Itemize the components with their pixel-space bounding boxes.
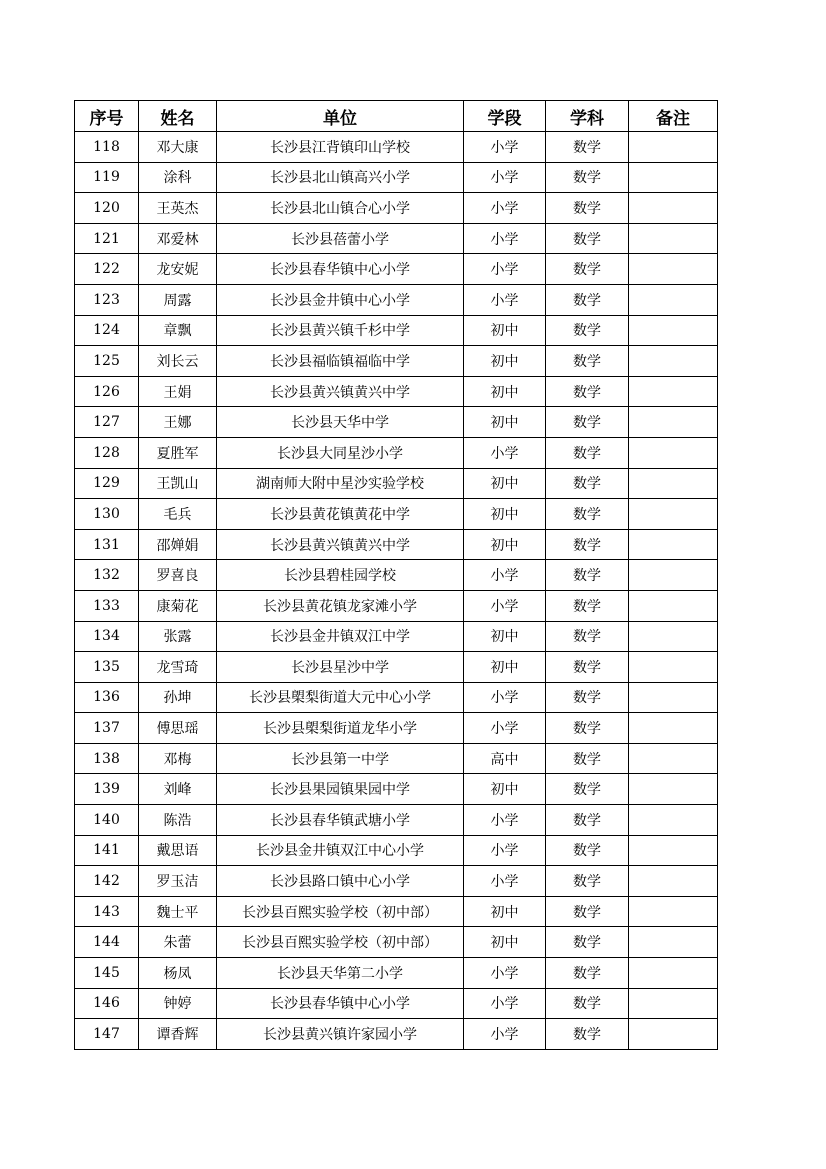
table-row	[75, 437, 718, 468]
cell-remarks	[629, 499, 718, 530]
cell-unit: 长沙县金井镇双江中心小学	[217, 835, 464, 866]
cell-index: 133	[75, 590, 139, 621]
cell-remarks	[629, 835, 718, 866]
header-subject: 学科	[546, 101, 629, 132]
cell-name: 王凯山	[139, 468, 217, 499]
cell-unit: 湖南师大附中星沙实验学校	[217, 468, 464, 499]
cell-remarks	[629, 805, 718, 836]
cell-name: 钟婷	[139, 988, 217, 1019]
table-row	[75, 682, 718, 713]
cell-remarks	[629, 223, 718, 254]
cell-stage: 初中	[464, 529, 546, 560]
cell-unit: 长沙县北山镇高兴小学	[217, 162, 464, 193]
cell-subject: 数学	[546, 284, 629, 315]
cell-stage: 小学	[464, 560, 546, 591]
cell-stage: 小学	[464, 1019, 546, 1050]
header-unit: 单位	[217, 101, 464, 132]
cell-subject: 数学	[546, 835, 629, 866]
cell-index: 132	[75, 560, 139, 591]
cell-remarks	[629, 682, 718, 713]
cell-stage: 初中	[464, 652, 546, 683]
cell-index: 146	[75, 988, 139, 1019]
cell-stage: 初中	[464, 927, 546, 958]
cell-name: 张露	[139, 621, 217, 652]
cell-index: 134	[75, 621, 139, 652]
cell-unit: 长沙县黄花镇黄花中学	[217, 499, 464, 530]
cell-unit: 长沙县江背镇印山学校	[217, 132, 464, 163]
table-row	[75, 590, 718, 621]
table-row	[75, 162, 718, 193]
table-row	[75, 346, 718, 377]
cell-unit: 长沙县金井镇中心小学	[217, 284, 464, 315]
table-row	[75, 254, 718, 285]
table-row	[75, 774, 718, 805]
cell-remarks	[629, 407, 718, 438]
table-row	[75, 988, 718, 1019]
cell-stage: 小学	[464, 132, 546, 163]
cell-subject: 数学	[546, 162, 629, 193]
cell-index: 118	[75, 132, 139, 163]
cell-unit: 长沙县北山镇合心小学	[217, 193, 464, 224]
cell-name: 夏胜军	[139, 437, 217, 468]
cell-remarks	[629, 927, 718, 958]
cell-stage: 小学	[464, 437, 546, 468]
header-name: 姓名	[139, 101, 217, 132]
cell-subject: 数学	[546, 713, 629, 744]
cell-remarks	[629, 713, 718, 744]
cell-index: 147	[75, 1019, 139, 1050]
cell-unit: 长沙县百熙实验学校（初中部）	[217, 896, 464, 927]
table-row	[75, 560, 718, 591]
cell-subject: 数学	[546, 621, 629, 652]
cell-name: 陈浩	[139, 805, 217, 836]
cell-index: 136	[75, 682, 139, 713]
cell-remarks	[629, 1019, 718, 1050]
cell-stage: 小学	[464, 590, 546, 621]
table-row	[75, 315, 718, 346]
cell-remarks	[629, 743, 718, 774]
table-row	[75, 835, 718, 866]
table-row	[75, 407, 718, 438]
cell-subject: 数学	[546, 223, 629, 254]
cell-stage: 高中	[464, 743, 546, 774]
cell-stage: 小学	[464, 193, 546, 224]
cell-stage: 初中	[464, 896, 546, 927]
table-row	[75, 1019, 718, 1050]
table-row	[75, 743, 718, 774]
table-row	[75, 376, 718, 407]
cell-stage: 小学	[464, 254, 546, 285]
cell-name: 刘峰	[139, 774, 217, 805]
cell-index: 145	[75, 958, 139, 989]
cell-subject: 数学	[546, 376, 629, 407]
cell-stage: 小学	[464, 223, 546, 254]
cell-name: 罗玉洁	[139, 866, 217, 897]
cell-stage: 小学	[464, 988, 546, 1019]
cell-index: 121	[75, 223, 139, 254]
cell-unit: 长沙县蓓蕾小学	[217, 223, 464, 254]
cell-stage: 初中	[464, 774, 546, 805]
table-row	[75, 132, 718, 163]
cell-remarks	[629, 193, 718, 224]
cell-remarks	[629, 774, 718, 805]
cell-stage: 小学	[464, 713, 546, 744]
cell-name: 邵婵娟	[139, 529, 217, 560]
cell-unit: 长沙县碧桂园学校	[217, 560, 464, 591]
cell-name: 王英杰	[139, 193, 217, 224]
cell-unit: 长沙县春华镇中心小学	[217, 254, 464, 285]
table-row	[75, 499, 718, 530]
cell-unit: 长沙县福临镇福临中学	[217, 346, 464, 377]
table-row	[75, 468, 718, 499]
cell-remarks	[629, 621, 718, 652]
cell-remarks	[629, 376, 718, 407]
cell-stage: 小学	[464, 284, 546, 315]
cell-subject: 数学	[546, 682, 629, 713]
table-row	[75, 529, 718, 560]
cell-name: 毛兵	[139, 499, 217, 530]
cell-remarks	[629, 988, 718, 1019]
cell-unit: 长沙县大同星沙小学	[217, 437, 464, 468]
cell-name: 邓大康	[139, 132, 217, 163]
cell-subject: 数学	[546, 437, 629, 468]
cell-subject: 数学	[546, 652, 629, 683]
cell-subject: 数学	[546, 529, 629, 560]
cell-index: 141	[75, 835, 139, 866]
cell-name: 邓爱林	[139, 223, 217, 254]
cell-remarks	[629, 652, 718, 683]
cell-index: 126	[75, 376, 139, 407]
header-row	[75, 101, 718, 132]
cell-unit: 长沙县第一中学	[217, 743, 464, 774]
cell-name: 龙雪琦	[139, 652, 217, 683]
cell-name: 傅思瑶	[139, 713, 217, 744]
cell-index: 143	[75, 896, 139, 927]
table-row	[75, 223, 718, 254]
cell-remarks	[629, 254, 718, 285]
cell-name: 戴思语	[139, 835, 217, 866]
cell-index: 129	[75, 468, 139, 499]
cell-stage: 初中	[464, 346, 546, 377]
cell-index: 139	[75, 774, 139, 805]
cell-name: 孙坤	[139, 682, 217, 713]
cell-unit: 长沙县春华镇武塘小学	[217, 805, 464, 836]
cell-unit: 长沙县天华第二小学	[217, 958, 464, 989]
cell-name: 王娟	[139, 376, 217, 407]
cell-index: 144	[75, 927, 139, 958]
cell-unit: 长沙县天华中学	[217, 407, 464, 438]
cell-stage: 初中	[464, 407, 546, 438]
cell-index: 120	[75, 193, 139, 224]
table-row	[75, 621, 718, 652]
cell-stage: 初中	[464, 621, 546, 652]
cell-unit: 长沙县黄兴镇黄兴中学	[217, 376, 464, 407]
cell-index: 124	[75, 315, 139, 346]
cell-subject: 数学	[546, 560, 629, 591]
cell-remarks	[629, 162, 718, 193]
cell-index: 125	[75, 346, 139, 377]
cell-stage: 初中	[464, 468, 546, 499]
cell-subject: 数学	[546, 254, 629, 285]
table-row	[75, 866, 718, 897]
cell-unit: 长沙县路口镇中心小学	[217, 866, 464, 897]
cell-remarks	[629, 560, 718, 591]
table-row	[75, 896, 718, 927]
table-row	[75, 652, 718, 683]
cell-remarks	[629, 896, 718, 927]
cell-stage: 初中	[464, 315, 546, 346]
cell-unit: 长沙县春华镇中心小学	[217, 988, 464, 1019]
cell-unit: 长沙县黄兴镇千杉中学	[217, 315, 464, 346]
cell-subject: 数学	[546, 193, 629, 224]
cell-index: 142	[75, 866, 139, 897]
cell-index: 123	[75, 284, 139, 315]
table-row	[75, 193, 718, 224]
cell-stage: 初中	[464, 376, 546, 407]
cell-stage: 小学	[464, 162, 546, 193]
cell-name: 涂科	[139, 162, 217, 193]
cell-stage: 小学	[464, 682, 546, 713]
cell-index: 131	[75, 529, 139, 560]
cell-remarks	[629, 437, 718, 468]
cell-name: 康菊花	[139, 590, 217, 621]
header-remarks: 备注	[629, 101, 718, 132]
cell-name: 朱蕾	[139, 927, 217, 958]
cell-stage: 小学	[464, 835, 546, 866]
cell-subject: 数学	[546, 1019, 629, 1050]
cell-subject: 数学	[546, 468, 629, 499]
cell-unit: 长沙县金井镇双江中学	[217, 621, 464, 652]
cell-name: 章飘	[139, 315, 217, 346]
cell-unit: 长沙县果园镇果园中学	[217, 774, 464, 805]
cell-index: 128	[75, 437, 139, 468]
cell-unit: 长沙县黄花镇龙家滩小学	[217, 590, 464, 621]
cell-subject: 数学	[546, 988, 629, 1019]
cell-index: 140	[75, 805, 139, 836]
cell-subject: 数学	[546, 132, 629, 163]
cell-remarks	[629, 132, 718, 163]
cell-name: 谭香辉	[139, 1019, 217, 1050]
cell-remarks	[629, 958, 718, 989]
cell-index: 122	[75, 254, 139, 285]
cell-index: 127	[75, 407, 139, 438]
cell-name: 邓梅	[139, 743, 217, 774]
cell-unit: 长沙县黄兴镇黄兴中学	[217, 529, 464, 560]
header-stage: 学段	[464, 101, 546, 132]
cell-stage: 小学	[464, 958, 546, 989]
cell-stage: 小学	[464, 866, 546, 897]
table-row	[75, 927, 718, 958]
cell-index: 130	[75, 499, 139, 530]
roster-table	[74, 100, 718, 1050]
cell-name: 杨凤	[139, 958, 217, 989]
cell-stage: 小学	[464, 805, 546, 836]
table-row	[75, 805, 718, 836]
cell-index: 138	[75, 743, 139, 774]
cell-unit: 长沙县黄兴镇许家园小学	[217, 1019, 464, 1050]
cell-index: 137	[75, 713, 139, 744]
cell-remarks	[629, 529, 718, 560]
cell-subject: 数学	[546, 774, 629, 805]
cell-remarks	[629, 315, 718, 346]
cell-remarks	[629, 284, 718, 315]
cell-index: 135	[75, 652, 139, 683]
cell-name: 周露	[139, 284, 217, 315]
cell-name: 龙安妮	[139, 254, 217, 285]
table-row	[75, 713, 718, 744]
cell-subject: 数学	[546, 927, 629, 958]
cell-remarks	[629, 346, 718, 377]
cell-subject: 数学	[546, 866, 629, 897]
cell-subject: 数学	[546, 958, 629, 989]
table-row	[75, 284, 718, 315]
cell-subject: 数学	[546, 407, 629, 438]
cell-subject: 数学	[546, 743, 629, 774]
cell-subject: 数学	[546, 590, 629, 621]
cell-unit: 长沙县㮾梨街道大元中心小学	[217, 682, 464, 713]
cell-name: 魏士平	[139, 896, 217, 927]
cell-unit: 长沙县星沙中学	[217, 652, 464, 683]
roster-body	[75, 132, 718, 1050]
cell-name: 罗喜良	[139, 560, 217, 591]
cell-subject: 数学	[546, 805, 629, 836]
cell-name: 刘长云	[139, 346, 217, 377]
cell-subject: 数学	[546, 315, 629, 346]
cell-subject: 数学	[546, 896, 629, 927]
cell-unit: 长沙县百熙实验学校（初中部）	[217, 927, 464, 958]
cell-remarks	[629, 468, 718, 499]
cell-subject: 数学	[546, 346, 629, 377]
cell-remarks	[629, 590, 718, 621]
cell-index: 119	[75, 162, 139, 193]
cell-remarks	[629, 866, 718, 897]
cell-unit: 长沙县㮾梨街道龙华小学	[217, 713, 464, 744]
cell-name: 王娜	[139, 407, 217, 438]
cell-stage: 初中	[464, 499, 546, 530]
header-index: 序号	[75, 101, 139, 132]
table-row	[75, 958, 718, 989]
cell-subject: 数学	[546, 499, 629, 530]
